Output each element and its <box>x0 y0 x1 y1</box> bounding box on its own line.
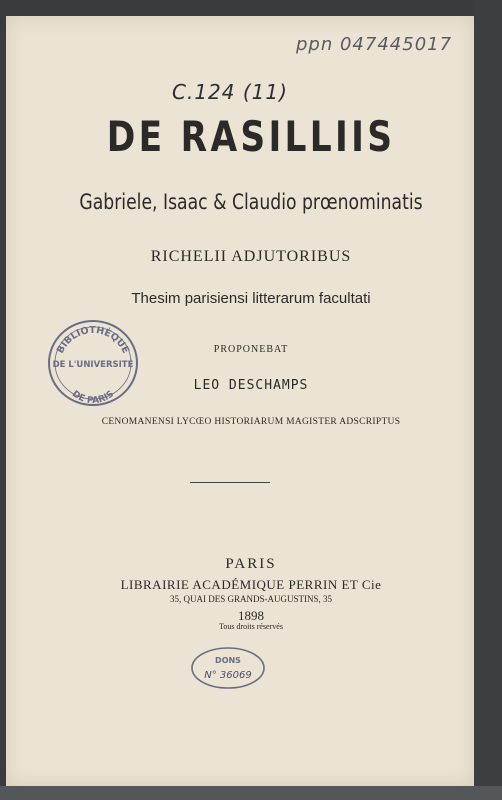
donation-stamp-icon <box>190 646 266 690</box>
svg-text:DONS: DONS <box>215 656 241 665</box>
imprint-address: 35, QUAI DES GRANDS-AUGUSTINS, 35 <box>169 594 332 604</box>
author-name: LEO DESCHAMPS <box>193 378 309 393</box>
svg-text:DE L'UNIVERSITÉ: DE L'UNIVERSITÉ <box>52 360 134 370</box>
imprint-rights: Tous droits réservés <box>219 622 283 631</box>
library-stamp-icon <box>46 316 140 410</box>
proponebat-label: PROPONEBAT <box>213 344 289 355</box>
imprint-year: 1898 <box>238 608 264 623</box>
imprint-city: PARIS <box>225 556 277 572</box>
handwritten-shelfmark: C.124 (11) <box>172 80 288 104</box>
divider-rule <box>190 482 270 483</box>
thesis-dedication: Thesim parisiensi litterarum facultati <box>131 290 371 307</box>
svg-text:N° 36069: N° 36069 <box>204 670 252 681</box>
imprint-publisher: LIBRAIRIE ACADÉMIQUE PERRIN ET Cie <box>120 577 382 592</box>
book-subtitle: Gabriele, Isaac & Claudio prœnominatis <box>79 190 423 214</box>
scan-background-right <box>474 0 502 800</box>
book-title: DE RASILLIIS <box>106 112 396 161</box>
author-description: CENOMANENSI LYCŒO HISTORIARUM MAGISTER ADSCRIPTUS <box>101 417 401 427</box>
svg-text:BIBLIOTHÈQUE: BIBLIOTHÈQUE <box>54 324 132 356</box>
svg-text:DE PARIS: DE PARIS <box>70 389 116 407</box>
handwritten-ppn: ppn 047445017 <box>296 34 453 55</box>
scan-background-bottom <box>0 786 502 800</box>
subtitle-line-2: RICHELII ADJUTORIBUS <box>150 248 352 265</box>
